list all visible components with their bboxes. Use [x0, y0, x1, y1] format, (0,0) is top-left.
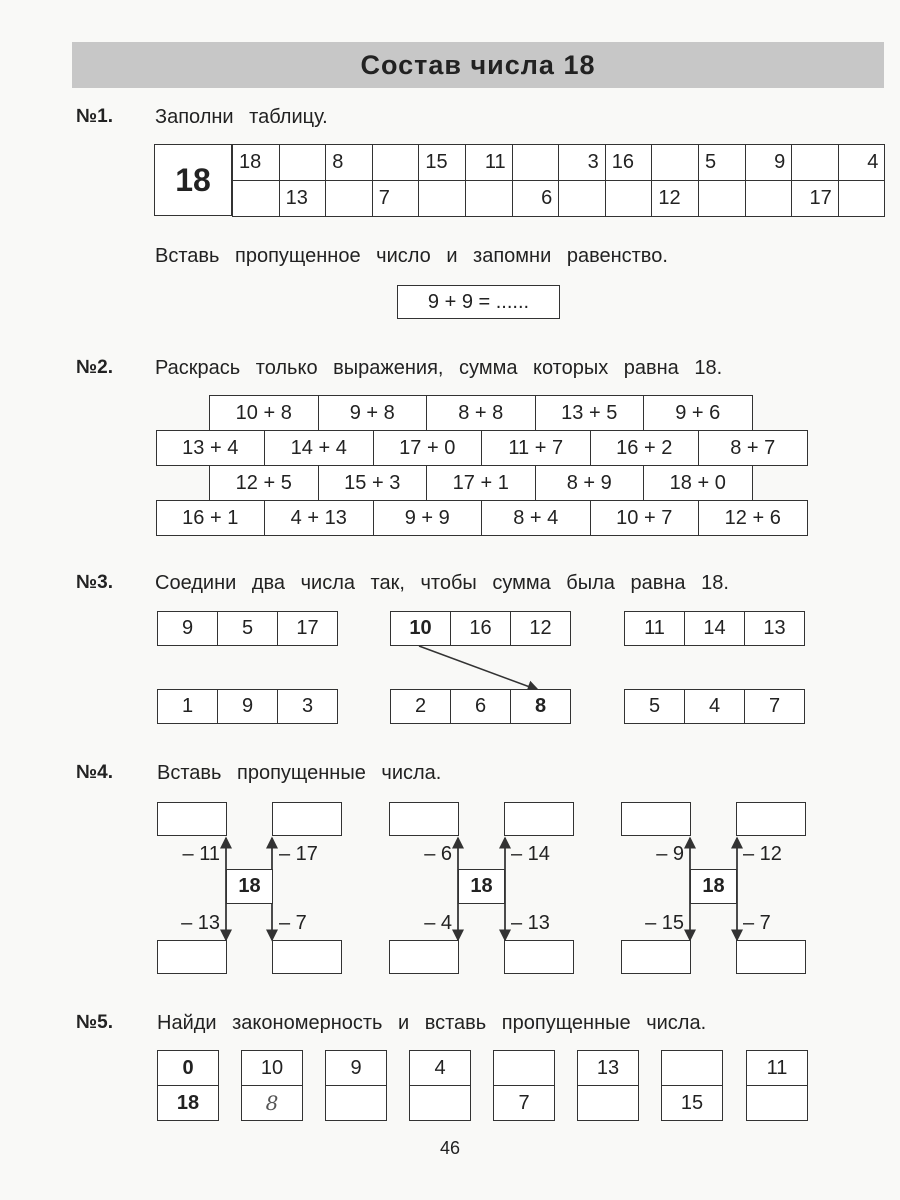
table-cell-given: 3 — [558, 144, 606, 181]
pattern-top-cell: 11 — [746, 1050, 808, 1086]
expression-cell[interactable]: 8 + 9 — [535, 465, 645, 501]
pattern-top-cell: 13 — [577, 1050, 639, 1086]
expression-cell[interactable]: 9 + 8 — [318, 395, 428, 431]
expression-cell[interactable]: 17 + 1 — [426, 465, 536, 501]
expression-cell[interactable]: 10 + 8 — [209, 395, 319, 431]
operation-label: – 15 — [645, 912, 684, 934]
pattern-bottom-cell: 8 — [241, 1085, 303, 1121]
operation-label: – 9 — [656, 843, 684, 865]
task1-text: Заполни таблицу. — [155, 106, 328, 128]
table-cell-given: 18 — [232, 144, 280, 181]
operation-label: – 7 — [743, 912, 771, 934]
expression-cell[interactable]: 8 + 8 — [426, 395, 536, 431]
expression-cell[interactable]: 13 + 4 — [156, 430, 266, 466]
number-cell-bottom[interactable]: 5 — [624, 689, 685, 724]
pattern-bottom-cell[interactable] — [325, 1085, 387, 1121]
table-cell-given: 7 — [372, 180, 420, 217]
expression-cell[interactable]: 9 + 9 — [373, 500, 483, 536]
center-number-box: 18 — [458, 869, 505, 904]
table-cell-given: 15 — [418, 144, 466, 181]
table-cell-blank[interactable] — [465, 180, 513, 217]
operation-label: – 4 — [424, 912, 452, 934]
center-number-box: 18 — [226, 869, 273, 904]
task1-subtext: Вставь пропущенное число и запомни равенство. — [155, 245, 668, 267]
task5-number: №5. — [76, 1012, 114, 1033]
table-cell-given: 13 — [279, 180, 327, 217]
table-cell-blank[interactable] — [418, 180, 466, 217]
number-cell-top[interactable]: 11 — [624, 611, 685, 646]
table-cell-blank[interactable] — [325, 180, 373, 217]
answer-box-bottom-right[interactable] — [272, 940, 342, 974]
answer-box-top-right[interactable] — [272, 802, 342, 836]
table-cell-given: 6 — [512, 180, 560, 217]
number-cell-bottom[interactable]: 2 — [390, 689, 451, 724]
table-cell-blank[interactable] — [512, 144, 560, 181]
table-cell-given: 17 — [791, 180, 839, 217]
table-cell-given: 16 — [605, 144, 653, 181]
expression-cell[interactable]: 16 + 2 — [590, 430, 700, 466]
operation-label: – 13 — [181, 912, 220, 934]
number-cell-bottom[interactable]: 7 — [744, 689, 805, 724]
number-cell-top[interactable]: 16 — [450, 611, 511, 646]
page-title: Состав числа 18 — [360, 49, 596, 80]
expression-cell[interactable]: 18 + 0 — [643, 465, 753, 501]
number-cell-top[interactable]: 12 — [510, 611, 571, 646]
number-cell-bottom[interactable]: 1 — [157, 689, 218, 724]
table-cell-blank[interactable] — [791, 144, 839, 181]
table-cell-given: 12 — [651, 180, 699, 217]
expression-cell[interactable]: 4 + 13 — [264, 500, 374, 536]
pattern-top-cell: 4 — [409, 1050, 471, 1086]
expression-cell[interactable]: 8 + 7 — [698, 430, 808, 466]
answer-box-top-right[interactable] — [504, 802, 574, 836]
task4-number: №4. — [76, 762, 114, 783]
operation-label: – 14 — [511, 843, 550, 865]
answer-box-top-left[interactable] — [389, 802, 459, 836]
table-cell-given: 11 — [465, 144, 513, 181]
operation-label: – 17 — [279, 843, 318, 865]
expression-cell[interactable]: 8 + 4 — [481, 500, 591, 536]
page-number: 46 — [439, 1138, 461, 1158]
task1-center-number: 18 — [154, 144, 232, 216]
answer-box-top-right[interactable] — [736, 802, 806, 836]
expression-cell[interactable]: 9 + 6 — [643, 395, 753, 431]
pattern-bottom-cell[interactable] — [577, 1085, 639, 1121]
task1-equation[interactable]: 9 + 9 = ...... — [397, 285, 560, 319]
expression-cell[interactable]: 14 + 4 — [264, 430, 374, 466]
table-cell-given: 9 — [745, 144, 793, 181]
expression-cell[interactable]: 10 + 7 — [590, 500, 700, 536]
number-cell-bottom[interactable]: 9 — [217, 689, 278, 724]
number-cell-top[interactable]: 9 — [157, 611, 218, 646]
table-cell-blank[interactable] — [279, 144, 327, 181]
answer-box-top-left[interactable] — [157, 802, 227, 836]
center-number-box: 18 — [690, 869, 737, 904]
number-cell-bottom[interactable]: 6 — [450, 689, 511, 724]
number-cell-top[interactable]: 5 — [217, 611, 278, 646]
expression-cell[interactable]: 12 + 6 — [698, 500, 808, 536]
table-cell-blank[interactable] — [558, 180, 606, 217]
number-cell-top[interactable]: 14 — [684, 611, 745, 646]
number-cell-top[interactable]: 13 — [744, 611, 805, 646]
table-cell-blank[interactable] — [605, 180, 653, 217]
answer-box-top-left[interactable] — [621, 802, 691, 836]
answer-box-bottom-right[interactable] — [504, 940, 574, 974]
pattern-bottom-cell[interactable] — [746, 1085, 808, 1121]
task4-text: Вставь пропущенные числа. — [157, 762, 442, 784]
task2-text: Раскрась только выражения, сумма которых равна 18. — [155, 357, 723, 379]
pattern-top-cell: 9 — [325, 1050, 387, 1086]
expression-cell[interactable]: 15 + 3 — [318, 465, 428, 501]
operation-label: – 7 — [279, 912, 307, 934]
table-cell-given: 4 — [838, 144, 886, 181]
task1-number: №1. — [76, 106, 114, 127]
table-cell-blank[interactable] — [698, 180, 746, 217]
table-cell-blank[interactable] — [651, 144, 699, 181]
task5-text: Найди закономерность и вставь пропущенные числа. — [157, 1012, 707, 1034]
pattern-top-cell: 0 — [157, 1050, 219, 1086]
expression-cell[interactable]: 12 + 5 — [209, 465, 319, 501]
task2-number: №2. — [76, 357, 114, 378]
table-cell-blank[interactable] — [745, 180, 793, 217]
operation-label: – 6 — [424, 843, 452, 865]
table-cell-blank[interactable] — [232, 180, 280, 217]
number-cell-bottom[interactable]: 3 — [277, 689, 338, 724]
pattern-top-cell[interactable] — [661, 1050, 723, 1086]
answer-box-bottom-left[interactable] — [621, 940, 691, 974]
task3-number: №3. — [76, 572, 114, 593]
answer-box-bottom-left[interactable] — [157, 940, 227, 974]
answer-box-bottom-left[interactable] — [389, 940, 459, 974]
number-cell-bottom[interactable]: 4 — [684, 689, 745, 724]
answer-box-bottom-right[interactable] — [736, 940, 806, 974]
operation-label: – 13 — [511, 912, 550, 934]
pattern-top-cell[interactable] — [493, 1050, 555, 1086]
number-cell-top[interactable]: 17 — [277, 611, 338, 646]
pattern-bottom-cell: 15 — [661, 1085, 723, 1121]
table-cell-given: 8 — [325, 144, 373, 181]
table-cell-blank[interactable] — [838, 180, 886, 217]
expression-cell[interactable]: 13 + 5 — [535, 395, 645, 431]
table-cell-blank[interactable] — [372, 144, 420, 181]
table-cell-given: 5 — [698, 144, 746, 181]
pattern-bottom-cell: 18 — [157, 1085, 219, 1121]
expression-cell[interactable]: 17 + 0 — [373, 430, 483, 466]
pattern-bottom-cell[interactable] — [409, 1085, 471, 1121]
operation-label: – 12 — [743, 843, 782, 865]
number-cell-bottom[interactable]: 8 — [510, 689, 571, 724]
task3-text: Соедини два числа так, чтобы сумма была равна 18. — [155, 572, 729, 594]
expression-cell[interactable]: 16 + 1 — [156, 500, 266, 536]
number-cell-top[interactable]: 10 — [390, 611, 451, 646]
pattern-top-cell: 10 — [241, 1050, 303, 1086]
expression-cell[interactable]: 11 + 7 — [481, 430, 591, 466]
operation-label: – 11 — [182, 843, 220, 865]
pattern-bottom-cell: 7 — [493, 1085, 555, 1121]
